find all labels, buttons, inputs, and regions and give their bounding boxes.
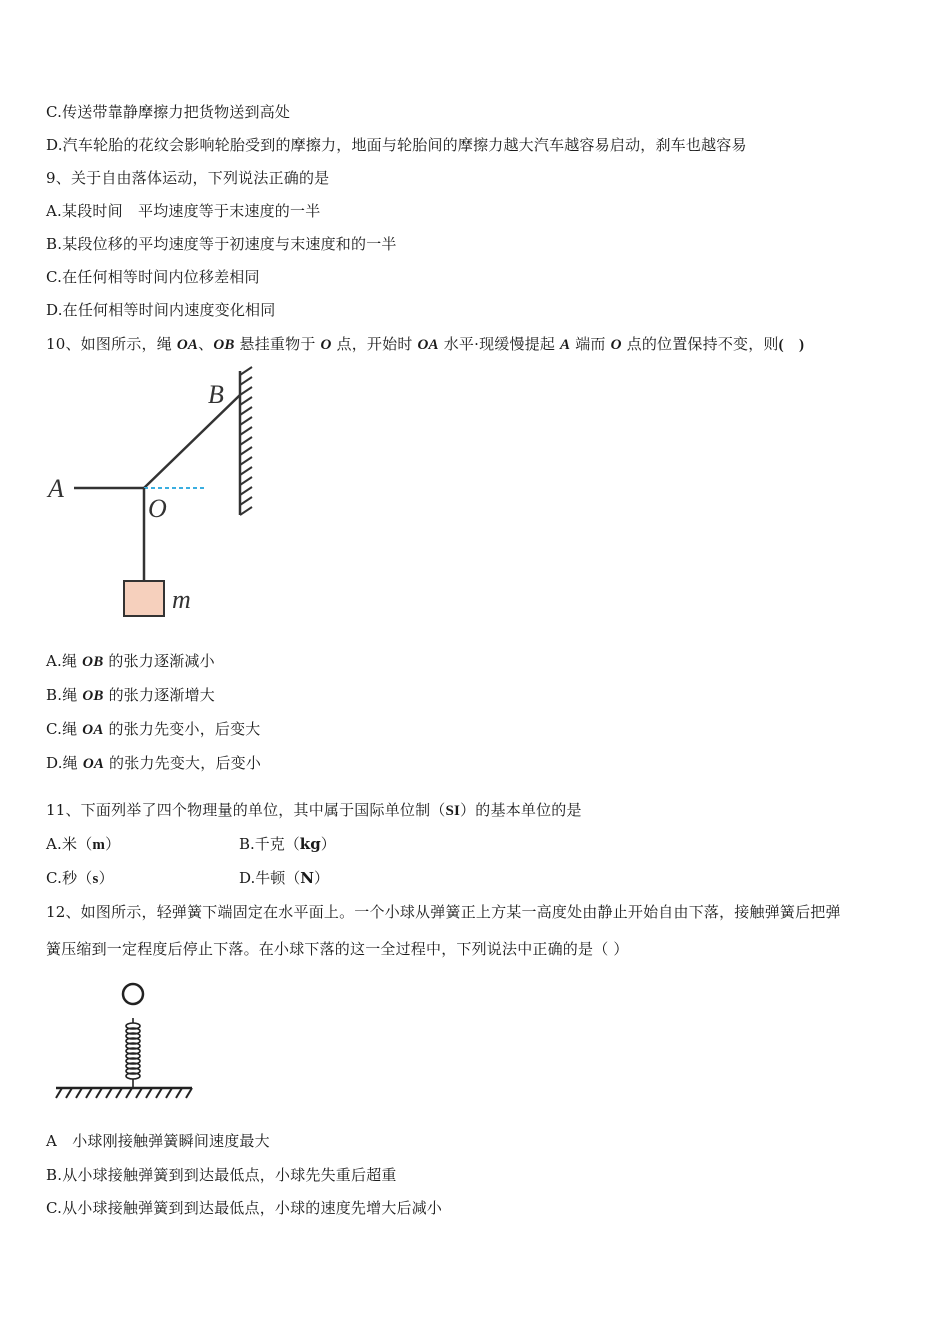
q9-option-a: A.某段时间 平均速度等于末速度的一半 (46, 202, 321, 220)
q8-option-c: C.传送带靠静摩擦力把货物送到高处 (46, 103, 291, 121)
q11-option-d: D.牛顿（N） (239, 869, 329, 887)
q12-stem-line2: 簧压缩到一定程度后停止下落。在小球下落的这一全过程中，下列说法中正确的是（ ） (46, 940, 629, 958)
q10-option-a: A.绳 OB 的张力逐渐减小 (46, 652, 215, 670)
label-o: O (148, 494, 167, 523)
q11-option-c: C.秒（s） (46, 869, 114, 887)
q8-option-d: D.汽车轮胎的花纹会影响轮胎受到的摩擦力，地面与轮胎间的摩擦力越大汽车越容易启动，刹车也越容易 (46, 136, 747, 154)
ground-hatch (56, 1088, 192, 1098)
q11-option-b: B.千克（kg） (239, 835, 336, 853)
ball (123, 984, 143, 1004)
q10-figure (44, 365, 274, 625)
q12-figure (52, 978, 202, 1108)
q11-option-a: A.米（m） (46, 835, 121, 853)
q12-stem-line1: 12、如图所示，轻弹簧下端固定在水平面上。一个小球从弹簧正上方某一高度处由静止开始自由下落，接触弹簧后把弹 (46, 903, 841, 921)
label-a: A (48, 474, 64, 503)
q9-option-c: C.在任何相等时间内位移差相同 (46, 268, 260, 286)
label-m: m (172, 585, 191, 614)
q10-option-d: D.绳 OA 的张力先变大，后变小 (46, 754, 262, 772)
q9-option-b: B.某段位移的平均速度等于初速度与末速度和的一半 (46, 235, 397, 253)
mass-block (124, 581, 164, 616)
q10-option-b: B.绳 OB 的张力逐渐增大 (46, 686, 215, 704)
q9-option-d: D.在任何相等时间内速度变化相同 (46, 301, 276, 319)
q10-stem: 10、如图所示，绳 OA、OB 悬挂重物于 O 点，开始时 OA 水平·现缓慢提起 A 端而 O 点的位置保持不变，则( ) (46, 335, 805, 353)
q12-option-c: C.从小球接触弹簧到到达最低点，小球的速度先增大后减小 (46, 1199, 443, 1217)
label-b: B (208, 380, 224, 409)
q9-stem: 9、关于自由落体运动，下列说法正确的是 (46, 169, 330, 187)
q11-stem: 11、下面列举了四个物理量的单位，其中属于国际单位制（SI）的基本单位的是 (46, 801, 582, 819)
rope-ob (144, 395, 240, 488)
q12-option-a: A 小球刚接触弹簧瞬间速度最大 (46, 1132, 270, 1150)
spring (126, 1018, 140, 1088)
q10-option-c: C.绳 OA 的张力先变小，后变大 (46, 720, 261, 738)
wall-hatch (240, 367, 252, 515)
q12-option-b: B.从小球接触弹簧到到达最低点，小球先失重后超重 (46, 1166, 397, 1184)
